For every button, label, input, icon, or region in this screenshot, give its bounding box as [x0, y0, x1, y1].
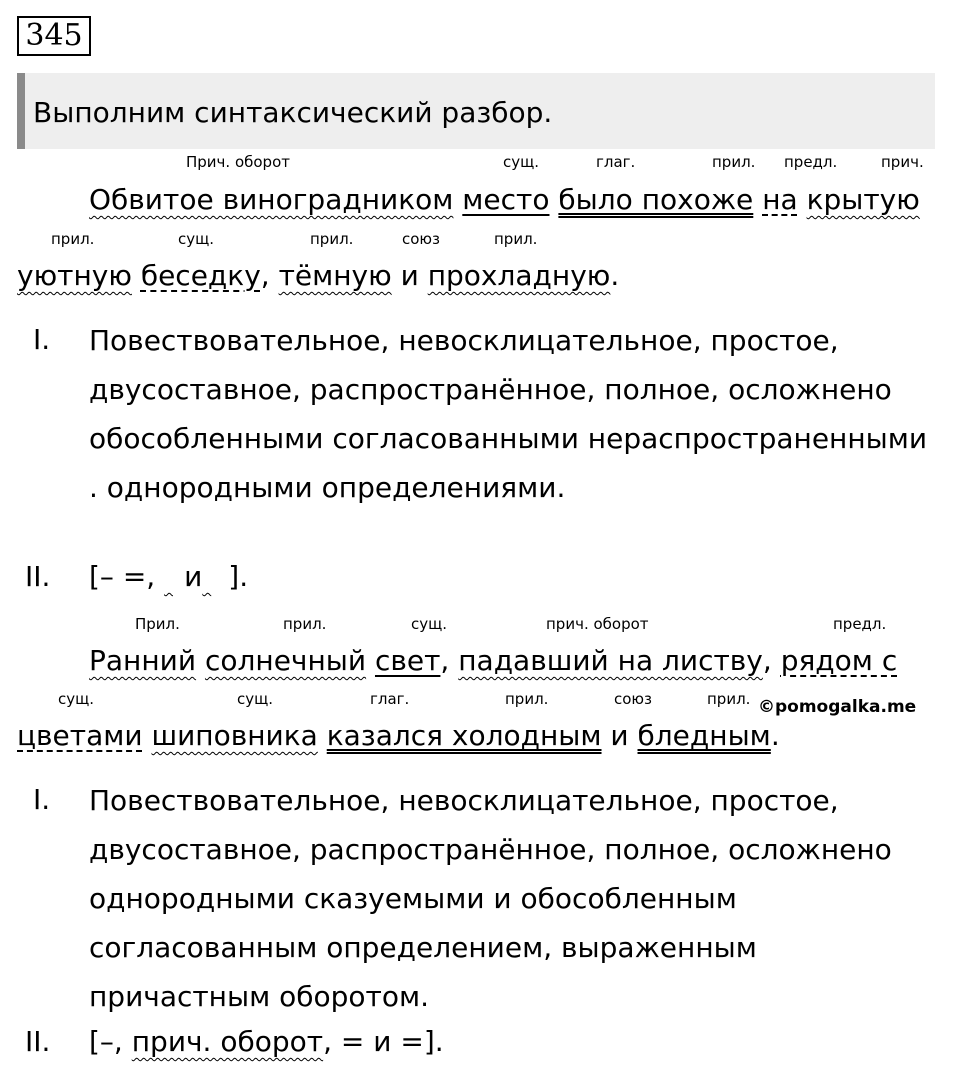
sentence1-characteristics: Повествовательное, невосклицательное, простое, двусоставное, распространённое, полное, осложнено обособленными согласованными нераспространенными . однородными определениями. [89, 324, 928, 504]
pos-label: глаг. [370, 690, 410, 708]
item-numeral: I. [33, 323, 51, 356]
pos-label: прил. [494, 230, 538, 248]
adverbial-word: цветами [17, 719, 143, 752]
item-numeral: II. [25, 560, 51, 593]
attribute-word: крытую [806, 183, 920, 216]
attribute-word: солнечный [204, 644, 367, 677]
adverbial-word: рядом с [780, 644, 898, 677]
conjunction: и [391, 259, 428, 292]
attribute-word: уютную [17, 259, 132, 292]
scheme-conjunction: и [184, 560, 203, 593]
heading-title: Выполним синтаксический разбор. [33, 96, 553, 129]
wavy-mark [202, 557, 228, 597]
pos-label: Прич. оборот [186, 153, 290, 171]
attribute-word: прохладную [427, 259, 611, 292]
predicate-word: казался холодным [326, 719, 602, 752]
scheme-part: ]. [228, 560, 249, 593]
pos-label: Прил. [135, 615, 180, 633]
attribute-word: Ранний [89, 644, 197, 677]
item-numeral: II. [25, 1025, 51, 1058]
pos-label: сущ. [178, 230, 215, 248]
sentence2-line1 [89, 641, 897, 681]
task-number: 345 [17, 16, 91, 56]
pos-label: союз [402, 230, 441, 248]
punctuation: , [260, 259, 279, 292]
predicate-word: было похоже [558, 183, 754, 216]
wavy-mark [164, 557, 184, 597]
watermark: ©pomogalka.me [758, 697, 917, 717]
sentence1-line1 [89, 180, 920, 220]
punctuation: . [610, 259, 620, 292]
subject-word: место [462, 183, 550, 216]
pos-label: сущ. [237, 690, 274, 708]
pos-label: глаг. [596, 153, 636, 171]
pos-label: прил. [712, 153, 756, 171]
pos-label: прил. [505, 690, 549, 708]
subject-word: свет [374, 644, 441, 677]
scheme-participial-phrase: прич. оборот [131, 1025, 324, 1058]
sentence1-scheme [89, 557, 248, 597]
object-word: беседку [140, 259, 261, 292]
adverbial-word: на [762, 183, 798, 216]
sentence2-scheme [89, 1022, 444, 1062]
punctuation: , [440, 644, 459, 677]
pos-label: союз [614, 690, 653, 708]
pos-label: прил. [283, 615, 327, 633]
participial-phrase: Обвитое виноградником [89, 183, 454, 216]
pos-label: прич. оборот [546, 615, 649, 633]
scheme-part: , = и =]. [323, 1025, 444, 1058]
scheme-part: [–, [89, 1025, 132, 1058]
item-numeral: I. [33, 783, 51, 816]
sentence2-characteristics: Повествовательное, невосклицательное, простое, двусоставное, распространённое, полное, осложнено однородными сказуемыми и обособленным согласованным определением, выраженным причастным оборотом. [89, 784, 892, 1013]
pos-label: предл. [833, 615, 887, 633]
punctuation: . [770, 719, 780, 752]
pos-label: прил. [51, 230, 95, 248]
attribute-word: тёмную [278, 259, 392, 292]
pos-label: прил. [707, 690, 751, 708]
sentence2-line2 [17, 716, 780, 756]
pos-label: сущ. [503, 153, 540, 171]
participial-phrase: падавший на листву [458, 644, 763, 677]
conjunction: и [601, 719, 638, 752]
pos-label: сущ. [58, 690, 95, 708]
pos-label: предл. [784, 153, 838, 171]
punctuation: , [762, 644, 781, 677]
pos-label: сущ. [411, 615, 448, 633]
scheme-part: [– =, [89, 560, 165, 593]
pos-label: прич. [881, 153, 924, 171]
predicate-word: бледным [637, 719, 771, 752]
sentence1-line2 [17, 256, 619, 296]
attribute-word: шиповника [151, 719, 318, 752]
pos-label: прил. [310, 230, 354, 248]
